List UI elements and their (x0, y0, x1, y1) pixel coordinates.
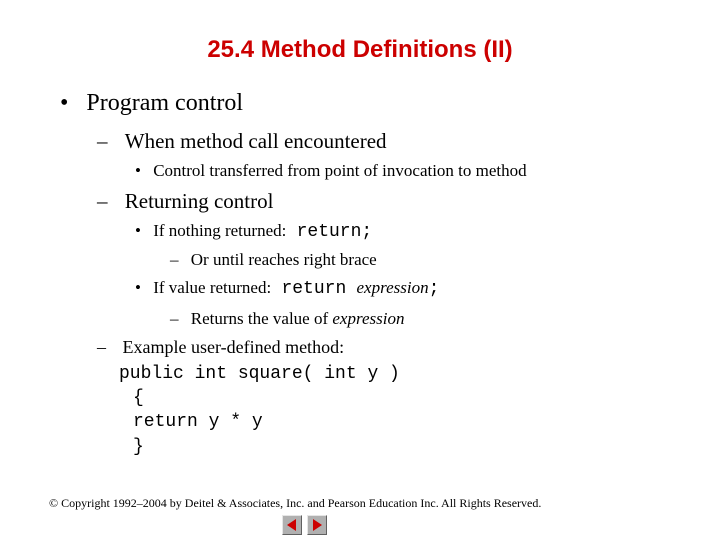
italic-expression: expression (356, 278, 429, 297)
subbullet-returning-control (97, 189, 273, 214)
subbullet-example-method (97, 337, 344, 358)
code-inline-return-keyword: return (281, 279, 347, 299)
bullet-text: Program control (86, 90, 244, 116)
bullet-program-control (60, 90, 243, 117)
subsubbullet-text: If value returned: (153, 278, 272, 297)
code-inline-semicolon: ; (428, 279, 440, 299)
bullet-marker: • (135, 161, 141, 180)
subsubbullet-nothing-returned (135, 221, 372, 242)
code-line: return y * y (133, 412, 263, 432)
dash-marker: – (97, 129, 108, 153)
bullet-marker: • (60, 90, 69, 116)
next-slide-button[interactable] (307, 515, 327, 535)
subsubbullet-text: If nothing returned: (153, 221, 287, 240)
bullet-marker: • (135, 278, 141, 297)
subsubbullet-value-returned (135, 278, 439, 299)
subsubsubbullet-right-brace (170, 250, 377, 270)
previous-slide-button[interactable] (282, 515, 302, 535)
code-line: } (133, 437, 144, 457)
triangle-left-icon (283, 516, 301, 534)
dash-marker: – (170, 309, 179, 328)
subbullet-text: Returning control (124, 189, 274, 213)
code-line: { (133, 388, 144, 408)
dash-marker: – (170, 250, 179, 269)
italic-expression: expression (332, 309, 405, 328)
subsubsubbullet-text: Or until reaches right brace (190, 250, 377, 269)
bullet-marker: • (135, 221, 141, 240)
subbullet-text: When method call encountered (124, 129, 387, 153)
code-inline-return: return; (296, 222, 373, 242)
dash-marker: – (97, 189, 108, 213)
dash-marker: – (97, 337, 106, 357)
subsubbullet-control-transferred (135, 161, 527, 181)
subsubsubbullet-text: Returns the value of (190, 309, 329, 328)
subsubbullet-text: Control transferred from point of invocation to method (153, 161, 527, 180)
slide-title: 25.4 Method Definitions (II) (207, 36, 513, 63)
triangle-right-icon (308, 516, 326, 534)
subsubsubbullet-returns-value (170, 309, 404, 329)
code-line: public int square( int y ) (119, 364, 400, 384)
copyright-footer: © Copyright 1992–2004 by Deitel & Associates, Inc. and Pearson Education Inc. All Rights Reserved. (49, 496, 542, 510)
subbullet-method-call (97, 129, 387, 154)
subbullet-text: Example user-defined method: (122, 337, 345, 357)
